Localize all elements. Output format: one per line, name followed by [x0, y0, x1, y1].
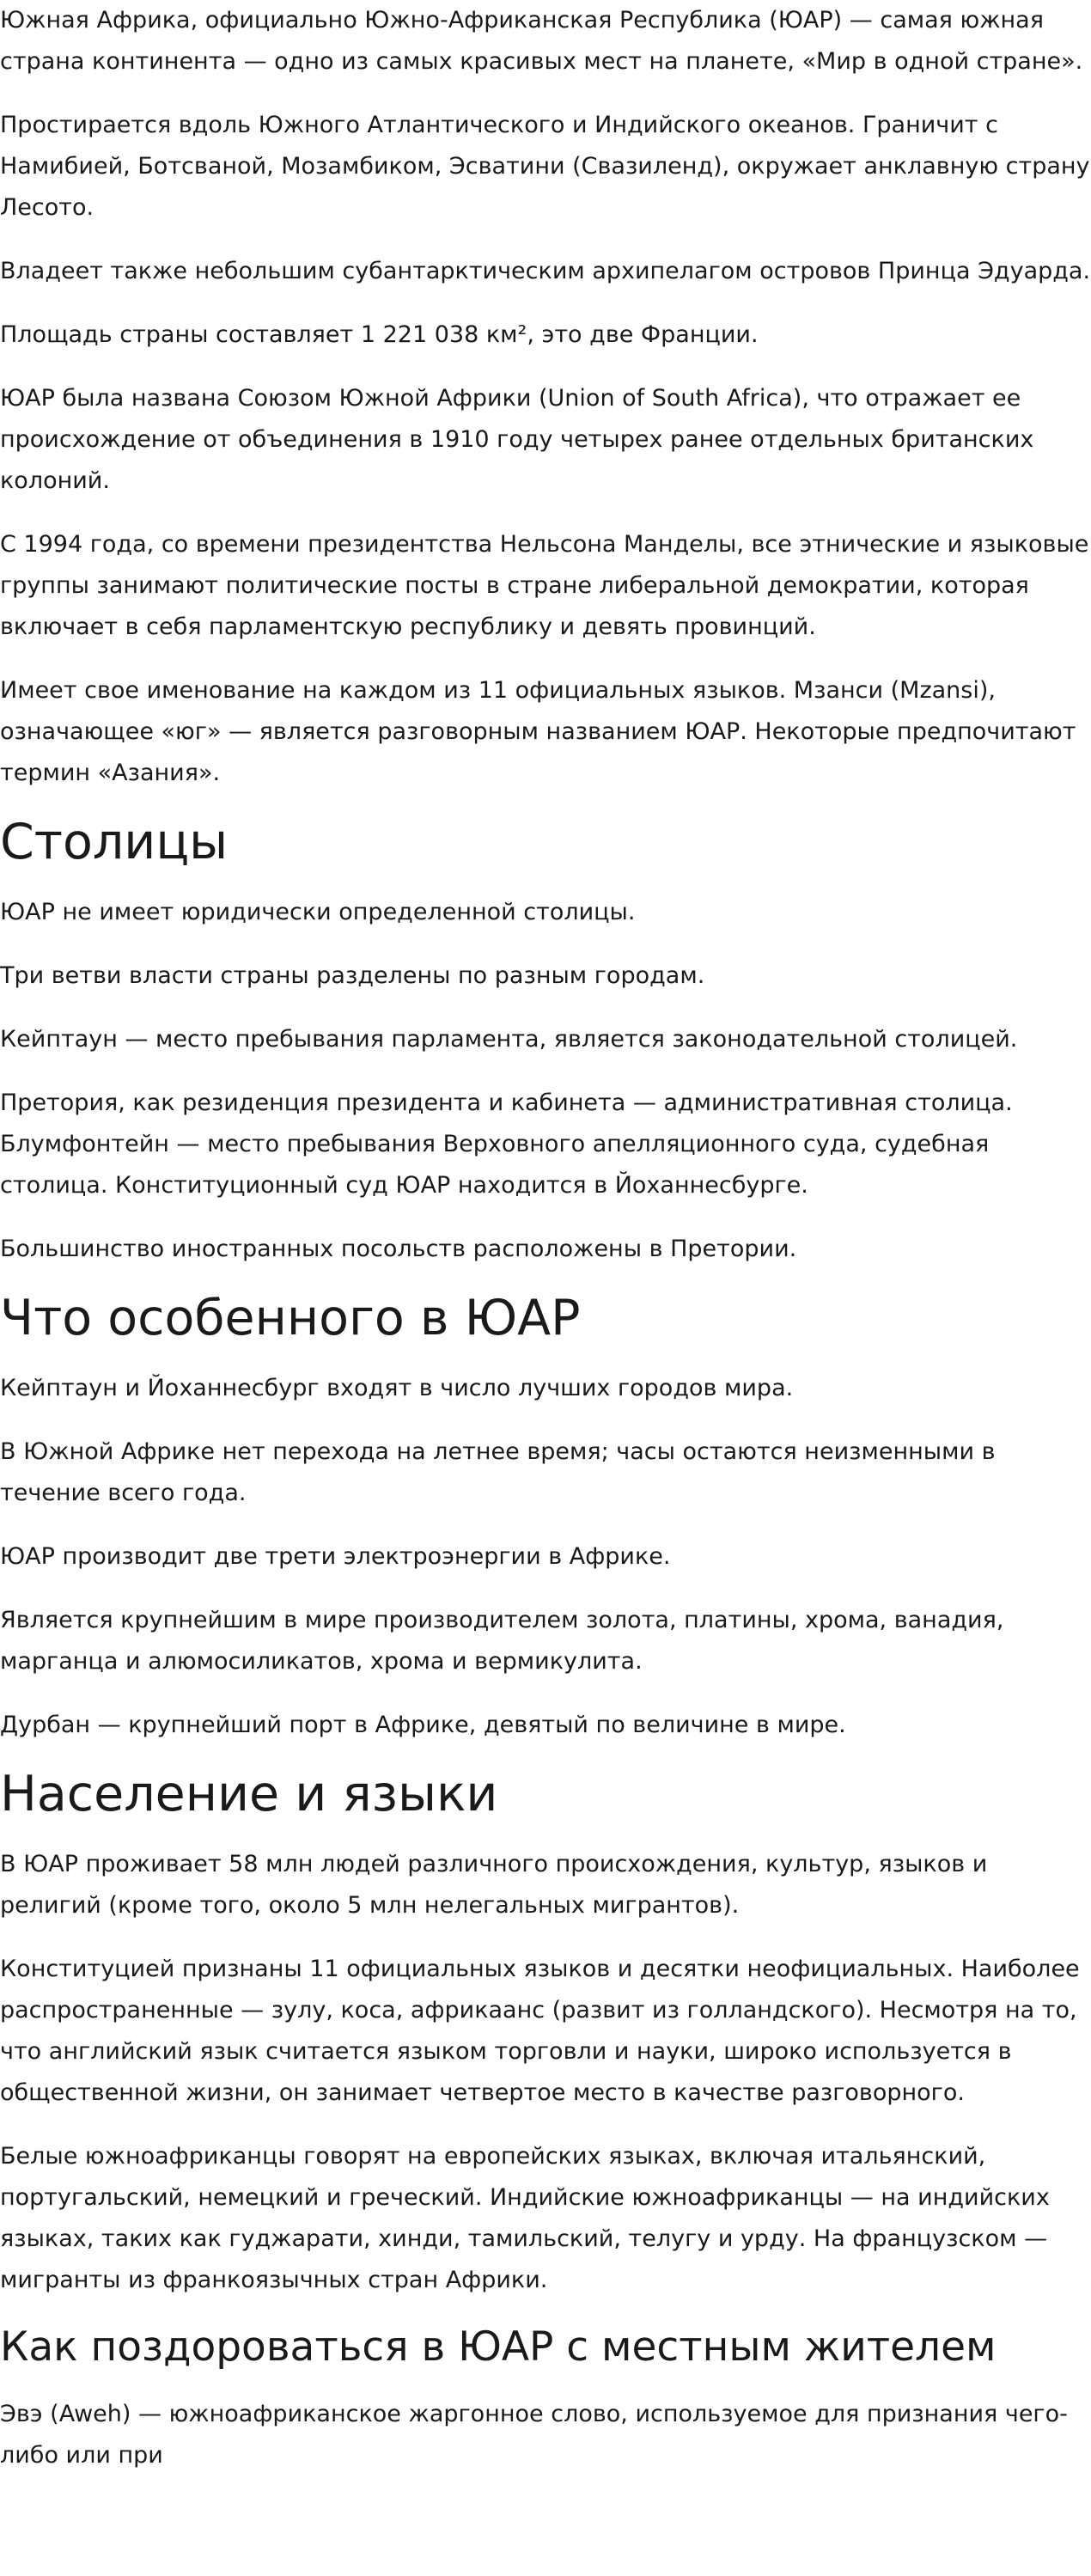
paragraph: Владеет также небольшим субантарктическим архипелагом островов Принца Эдуарда. [0, 258, 1091, 284]
section-heading: Что особенного в ЮАР [0, 1290, 581, 1346]
population-section [0, 1768, 1091, 2301]
section-heading: Как поздороваться в ЮАР с местным жителем [0, 2323, 997, 2371]
greeting-section [0, 2323, 1091, 2476]
intro-section [0, 0, 1091, 794]
paragraph: Простирается вдоль Южного Атлантического и Индийского океанов. Граничит с Намибией, Ботсваной, Мозамбиком, Эсватини (Свазиленд), окружает анклавную страну Лесото. [0, 112, 1090, 221]
capitals-section [0, 816, 1091, 1270]
paragraph: ЮАР производит две трети электроэнергии в Африке. [0, 1543, 671, 1570]
paragraph: С 1994 года, со времени президентства Нельсона Манделы, все этнические и языковые группы занимают политические посты в стране либеральной демократии, которая включает в себя парламентскую республику и девять провинций. [0, 531, 1089, 640]
special-section [0, 1292, 1091, 1746]
paragraph: Южная Африка, официально Южно-Африканская Республика (ЮАР) — самая южная страна континента — одно из самых красивых мест на планете, «Мир в одной стране». [0, 7, 1083, 75]
paragraph: Кейптаун и Йоханнесбург входят в число лучших городов мира. [0, 1375, 794, 1401]
section-heading: Столицы [0, 814, 229, 870]
paragraph: Имеет свое именование на каждом из 11 официальных языков. Мзанси (Mzansi), означающее «юг» — является разговорным названием ЮАР. Некоторые предпочитают термин «Азания». [0, 677, 1076, 786]
paragraph: ЮАР не имеет юридически определенной столицы. [0, 899, 636, 925]
paragraph: Дурбан — крупнейший порт в Африке, девятый по величине в мире. [0, 1712, 846, 1738]
paragraph: Претория, как резиденция президента и кабинета — административная столица. Блумфонтейн — место пребывания Верховного апелляционного суда, судебная столица. Конституционный суд ЮАР находится в Йоханнесбурге. [0, 1090, 1013, 1199]
paragraph: Большинство иностранных посольств расположены в Претории. [0, 1236, 797, 1262]
paragraph: Три ветви власти страны разделены по разным городам. [0, 962, 705, 989]
paragraph: В ЮАР проживает 58 млн людей различного происхождения, культур, языков и религий (кроме того, около 5 млн нелегальных мигрантов). [0, 1851, 988, 1919]
paragraph: Площадь страны составляет 1 221 038 км², это две Франции. [0, 321, 759, 348]
paragraph: ЮАР была названа Союзом Южной Африки (Union of South Africa), что отражает ее происхождение от объединения в 1910 году четырех ранее отдельных британских колоний. [0, 385, 1034, 494]
paragraph: В Южной Африке нет перехода на летнее время; часы остаются неизменными в течение всего года. [0, 1438, 996, 1506]
paragraph: Конституцией признаны 11 официальных языков и десятки неофициальных. Наиболее распространенные — зулу, коса, африкаанс (развит из голландского). Несмотря на то, что английский язык считается языком торговли и науки, широко используется в общественной жизни, он занимает четвертое место в качестве разговорного. [0, 1956, 1080, 2106]
paragraph: Является крупнейшим в мире производителем золота, платины, хрома, ванадия, марганца и алюмосиликатов, хрома и вермикулита. [0, 1607, 1004, 1675]
section-heading: Население и языки [0, 1766, 498, 1822]
paragraph: Эвэ (Aweh) — южноафриканское жаргонное слово, используемое для признания чего-либо или при [0, 2401, 1068, 2469]
paragraph: Кейптаун — место пребывания парламента, является законодательной столицей. [0, 1026, 1018, 1053]
paragraph: Белые южноафриканцы говорят на европейских языках, включая итальянский, португальский, немецкий и греческий. Индийские южноафриканцы — на индийских языках, таких как гуджарати, хинди, тамильский, телугу и урду. На французском — мигранты из франкоязычных стран Африки. [0, 2143, 1050, 2293]
